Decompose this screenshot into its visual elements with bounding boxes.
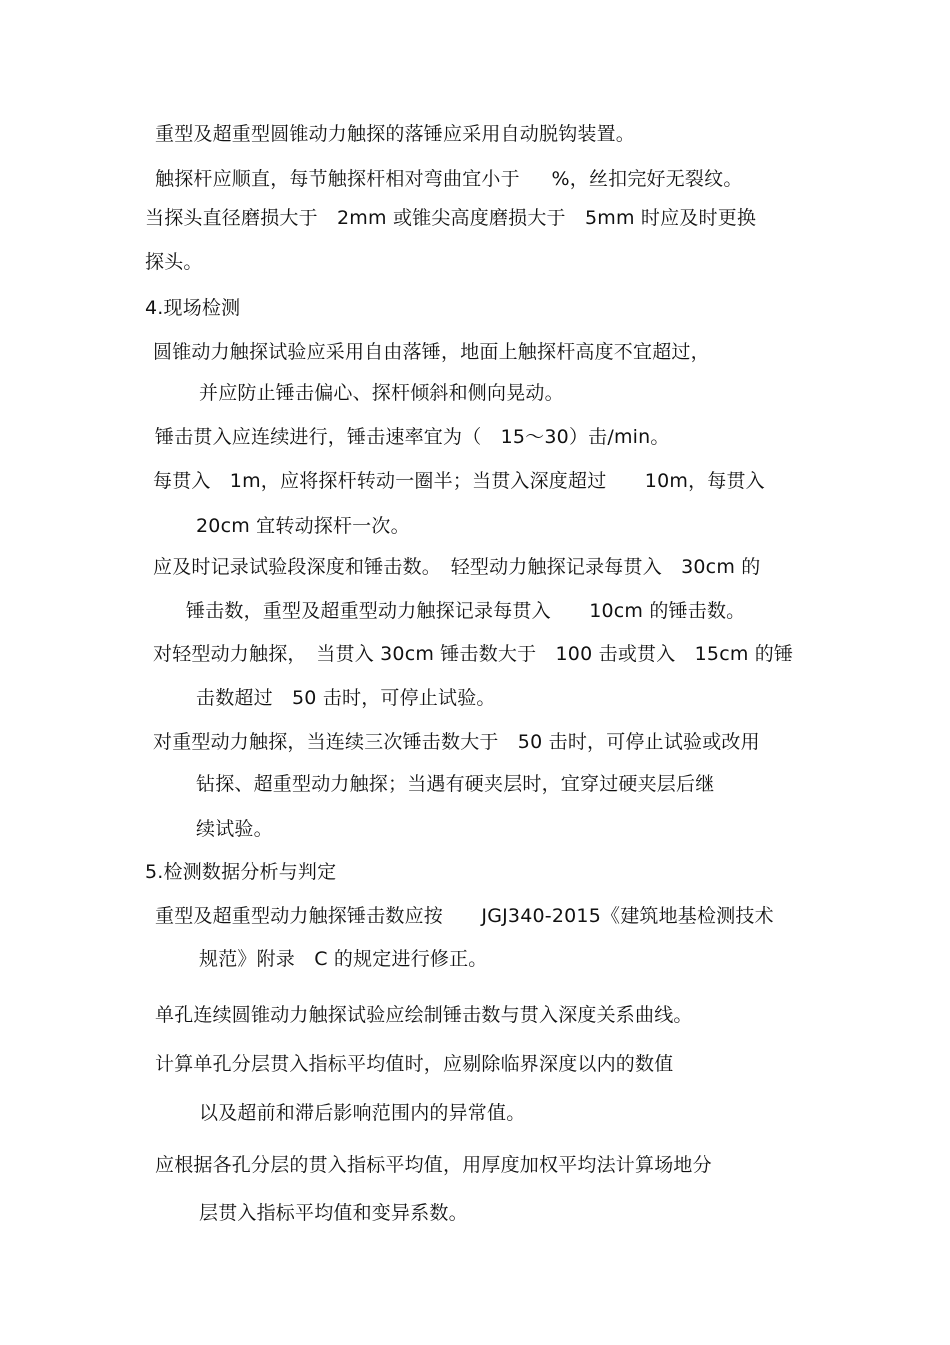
text-line: 钻探、超重型动力触探；当遇有硬夹层时，宜穿过硬夹层后继 bbox=[196, 773, 715, 795]
text-line: 锤击贯入应连续进行，锤击速率宜为（ 15～30）击/min。 bbox=[155, 426, 670, 448]
text-line: 触探杆应顺直，每节触探杆相对弯曲宜小于 %，丝扣完好无裂纹。 bbox=[155, 168, 743, 190]
section-heading: 5.检测数据分析与判定 bbox=[145, 861, 337, 883]
text-line: 单孔连续圆锥动力触探试验应绘制锤击数与贯入深度关系曲线。 bbox=[155, 1004, 693, 1026]
text-line: 计算单孔分层贯入指标平均值时，应剔除临界深度以内的数值 bbox=[155, 1053, 674, 1075]
text-line: 当探头直径磨损大于 2mm 或锥尖高度磨损大于 5mm 时应及时更换 bbox=[145, 207, 757, 229]
text-line: 20cm 宜转动探杆一次。 bbox=[196, 515, 410, 537]
text-line: 并应防止锤击偏心、探杆倾斜和侧向晃动。 bbox=[199, 382, 564, 404]
text-line: 应根据各孔分层的贯入指标平均值，用厚度加权平均法计算场地分 bbox=[155, 1154, 712, 1176]
text-line: 层贯入指标平均值和变异系数。 bbox=[199, 1202, 468, 1224]
section-heading: 4.现场检测 bbox=[145, 297, 241, 319]
text-line: 圆锥动力触探试验应采用自由落锤，地面上触探杆高度不宜超过， bbox=[153, 341, 710, 363]
text-line: 探头。 bbox=[145, 251, 203, 273]
text-line: 应及时记录试验段深度和锤击数。 轻型动力触探记录每贯入 30cm 的 bbox=[153, 556, 761, 578]
text-line: 规范》附录 C 的规定进行修正。 bbox=[199, 948, 488, 970]
text-line: 重型及超重型圆锥动力触探的落锤应采用自动脱钩装置。 bbox=[155, 123, 636, 145]
text-line: 以及超前和滞后影响范围内的异常值。 bbox=[199, 1102, 526, 1124]
text-line: 对重型动力触探，当连续三次锤击数大于 50 击时，可停止试验或改用 bbox=[153, 731, 760, 753]
text-line: 每贯入 1m，应将探杆转动一圈半；当贯入深度超过 10m，每贯入 bbox=[153, 470, 765, 492]
text-line: 对轻型动力触探， 当贯入 30cm 锤击数大于 100 击或贯入 15cm 的锤 bbox=[153, 643, 794, 665]
text-line: 锤击数，重型及超重型动力触探记录每贯入 10cm 的锤击数。 bbox=[186, 600, 746, 622]
text-line: 重型及超重型动力触探锤击数应按 JGJ340-2015《建筑地基检测技术 bbox=[155, 905, 774, 927]
text-line: 击数超过 50 击时，可停止试验。 bbox=[196, 687, 496, 709]
text-line: 续试验。 bbox=[196, 818, 273, 840]
